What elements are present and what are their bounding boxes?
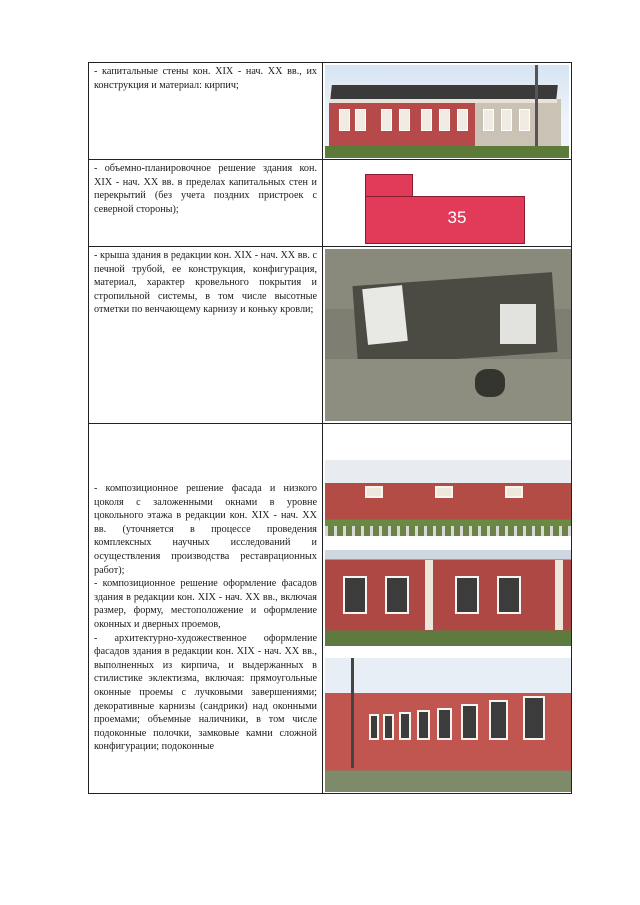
table-row: [88, 159, 572, 247]
facade-photo: [325, 658, 571, 792]
paragraph: - капитальные стены кон. XIX - нач. XX вв., их конструкция и материал: кирпич;: [94, 66, 317, 91]
row-text: [94, 65, 317, 92]
row-text: [94, 249, 317, 317]
paragraph: - композиционное решение оформление фасадов здания в редакции кон. XIX - нач. XX вв., включая размер, форму, местоположение и оформление оконных и дверных проемов,: [94, 578, 317, 630]
row-text: [94, 482, 317, 754]
row-text: [94, 162, 317, 216]
column-divider: [322, 247, 323, 423]
facade-photo: [325, 550, 571, 646]
document-table: [88, 62, 572, 794]
column-divider: [322, 160, 323, 246]
floor-plan: [325, 160, 571, 246]
table-row: [88, 62, 572, 160]
table-row: [88, 246, 572, 424]
column-divider: [322, 424, 323, 793]
building-photo: [325, 65, 569, 158]
column-divider: [322, 63, 323, 159]
paragraph: - крыша здания в редакции кон. XIX - нач. XX вв. с печной трубой, ее конструкция, конфигурация, материал, характер кровельного покрытия и стропильной системы, в том числе высотные отметки по венчающему карнизу и коньку кровли;: [94, 250, 317, 316]
table-row: [88, 423, 572, 794]
aerial-photo: [325, 249, 571, 421]
paragraph: - архитектурно-художественное оформление фасадов здания в редакции кон. XIX - нач. XX вв., выполненных из кирпича, и выдержанных в стилистике эклектизма, включая: прямоугольные оконные проемы с лучковыми завершениями; декоративные карнизы (сандрики) над оконными проемами; объемные наличники, в том числе подоконные полочки, замковые камни сложной конфигурации; подоконные: [94, 632, 317, 753]
paragraph: - композиционное решение фасада и низкого цоколя с заложенными окнами в уровне цокольного этажа в редакции кон. XIX - нач. XX вв. (уточняется в процессе проведения комплексных научных исследований и осуществления производства реставрационных работ);: [94, 483, 317, 576]
paragraph: - объемно-планировочное решение здания кон. XIX - нач. XX вв. в пределах капитальных стен и перекрытий (без учета поздних пристроек с северной стороны);: [94, 163, 317, 215]
plan-number: 35: [447, 208, 467, 227]
facade-photo: [325, 460, 571, 536]
